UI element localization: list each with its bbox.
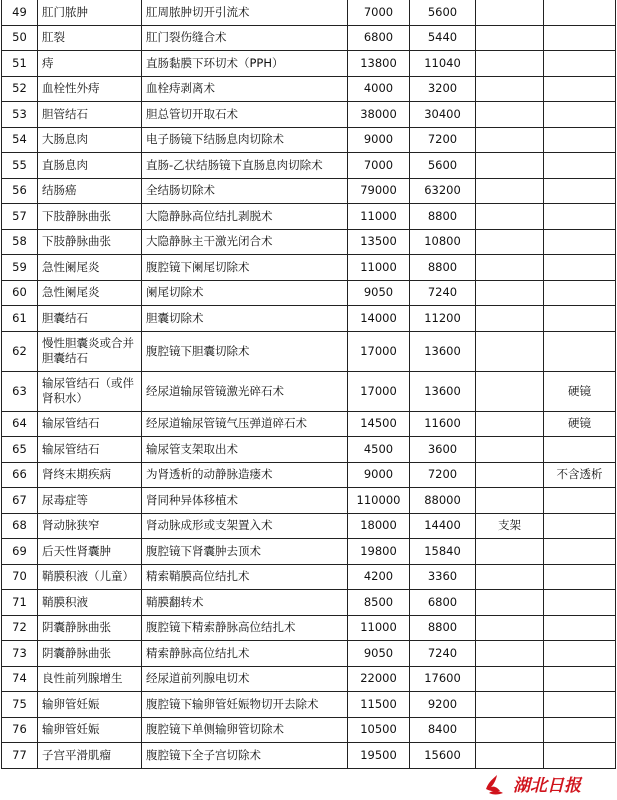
note-column-2 [544, 255, 616, 281]
price-standard: 9050 [348, 280, 410, 306]
price-discount: 5440 [410, 25, 476, 51]
note-column-1 [476, 488, 544, 514]
note-column-1 [476, 564, 544, 590]
price-discount: 9200 [410, 692, 476, 718]
table-row [2, 411, 616, 437]
procedure-name: 腹腔镜下阑尾切除术 [142, 255, 348, 281]
price-standard: 7000 [348, 0, 410, 25]
table-row [2, 462, 616, 488]
note-column-2 [544, 76, 616, 102]
disease-name: 急性阑尾炎 [38, 280, 142, 306]
disease-name: 肛裂 [38, 25, 142, 51]
row-number: 59 [2, 255, 38, 281]
table-row [2, 513, 616, 539]
procedure-name: 腹腔镜下胆囊切除术 [142, 331, 348, 371]
table-row [2, 76, 616, 102]
disease-name: 输卵管妊娠 [38, 717, 142, 743]
row-number: 52 [2, 76, 38, 102]
price-standard: 9000 [348, 462, 410, 488]
note-column-1 [476, 153, 544, 179]
price-discount: 3200 [410, 76, 476, 102]
note-column-1 [476, 717, 544, 743]
disease-name: 输尿管结石 [38, 411, 142, 437]
note-column-1 [476, 255, 544, 281]
price-standard: 8500 [348, 590, 410, 616]
disease-name: 血栓性外痔 [38, 76, 142, 102]
disease-name: 阴囊静脉曲张 [38, 641, 142, 667]
price-discount: 7200 [410, 127, 476, 153]
note-column-2 [544, 564, 616, 590]
note-column-2 [544, 717, 616, 743]
disease-name: 胆囊结石 [38, 306, 142, 332]
note-column-2 [544, 641, 616, 667]
note-column-1 [476, 102, 544, 128]
note-column-2 [544, 229, 616, 255]
row-number: 73 [2, 641, 38, 667]
price-discount: 8800 [410, 255, 476, 281]
row-number: 51 [2, 51, 38, 77]
note-column-1 [476, 641, 544, 667]
price-discount: 11600 [410, 411, 476, 437]
note-column-1 [476, 204, 544, 230]
table-row [2, 229, 616, 255]
row-number: 71 [2, 590, 38, 616]
fee-table [1, 0, 616, 769]
row-number: 72 [2, 615, 38, 641]
table-row [2, 488, 616, 514]
table-row [2, 51, 616, 77]
row-number: 55 [2, 153, 38, 179]
price-discount: 11200 [410, 306, 476, 332]
table-row [2, 564, 616, 590]
note-column-2 [544, 488, 616, 514]
procedure-name: 大隐静脉主干激光闭合术 [142, 229, 348, 255]
procedure-name: 阑尾切除术 [142, 280, 348, 306]
price-standard: 18000 [348, 513, 410, 539]
newspaper-logo-icon [483, 771, 607, 797]
procedure-name: 直肠-乙状结肠镜下直肠息肉切除术 [142, 153, 348, 179]
procedure-name: 肛门裂伤缝合术 [142, 25, 348, 51]
procedure-name: 全结肠切除术 [142, 178, 348, 204]
note-column-2 [544, 437, 616, 463]
disease-name: 良性前列腺增生 [38, 666, 142, 692]
price-discount: 8400 [410, 717, 476, 743]
note-column-1 [476, 178, 544, 204]
disease-name: 后天性肾囊肿 [38, 539, 142, 565]
note-column-2 [544, 306, 616, 332]
disease-name: 阴囊静脉曲张 [38, 615, 142, 641]
note-column-2 [544, 692, 616, 718]
price-discount: 7240 [410, 641, 476, 667]
disease-name: 输卵管妊娠 [38, 692, 142, 718]
price-standard: 13500 [348, 229, 410, 255]
disease-name: 输尿管结石（或伴肾积水） [38, 371, 142, 411]
disease-name: 大肠息肉 [38, 127, 142, 153]
procedure-name: 腹腔镜下输卵管妊娠物切开去除术 [142, 692, 348, 718]
table-row [2, 25, 616, 51]
note-column-2 [544, 743, 616, 769]
note-column-1 [476, 590, 544, 616]
table-row [2, 615, 616, 641]
price-standard: 79000 [348, 178, 410, 204]
disease-name: 鞘膜积液 [38, 590, 142, 616]
price-discount: 63200 [410, 178, 476, 204]
note-column-1 [476, 229, 544, 255]
procedure-name: 精索静脉高位结扎术 [142, 641, 348, 667]
disease-name: 急性阑尾炎 [38, 255, 142, 281]
disease-name: 子宫平滑肌瘤 [38, 743, 142, 769]
note-column-2 [544, 615, 616, 641]
row-number: 56 [2, 178, 38, 204]
note-column-1 [476, 306, 544, 332]
price-discount: 7200 [410, 462, 476, 488]
table-row [2, 717, 616, 743]
note-column-2 [544, 204, 616, 230]
table-row [2, 641, 616, 667]
procedure-name: 肛周脓肿切开引流术 [142, 0, 348, 25]
note-column-2 [544, 513, 616, 539]
table-row [2, 666, 616, 692]
procedure-name: 直肠黏膜下环切术（PPH） [142, 51, 348, 77]
procedure-name: 腹腔镜下肾囊肿去顶术 [142, 539, 348, 565]
price-discount: 13600 [410, 331, 476, 371]
price-standard: 11500 [348, 692, 410, 718]
row-number: 61 [2, 306, 38, 332]
procedure-name: 经尿道输尿管镜气压弹道碎石术 [142, 411, 348, 437]
price-discount: 11040 [410, 51, 476, 77]
note-column-2 [544, 25, 616, 51]
price-standard: 22000 [348, 666, 410, 692]
price-discount: 8800 [410, 204, 476, 230]
row-number: 67 [2, 488, 38, 514]
price-discount: 3600 [410, 437, 476, 463]
hubei-daily-logo [483, 771, 607, 797]
note-column-2 [544, 102, 616, 128]
price-standard: 13800 [348, 51, 410, 77]
disease-name: 痔 [38, 51, 142, 77]
note-column-1 [476, 0, 544, 25]
price-standard: 4200 [348, 564, 410, 590]
note-column-1 [476, 51, 544, 77]
note-column-2 [544, 51, 616, 77]
price-standard: 14500 [348, 411, 410, 437]
table-row [2, 743, 616, 769]
note-column-2: 硬镜 [544, 411, 616, 437]
table-row [2, 306, 616, 332]
row-number: 76 [2, 717, 38, 743]
svg-text:湖北日报: 湖北日报 [513, 776, 581, 796]
price-discount: 3360 [410, 564, 476, 590]
disease-name: 直肠息肉 [38, 153, 142, 179]
price-standard: 6800 [348, 25, 410, 51]
price-discount: 10800 [410, 229, 476, 255]
price-standard: 11000 [348, 615, 410, 641]
price-standard: 14000 [348, 306, 410, 332]
note-column-2 [544, 0, 616, 25]
note-column-1 [476, 666, 544, 692]
price-standard: 17000 [348, 331, 410, 371]
price-standard: 38000 [348, 102, 410, 128]
disease-name: 下肢静脉曲张 [38, 229, 142, 255]
row-number: 49 [2, 0, 38, 25]
note-column-2 [544, 178, 616, 204]
price-discount: 5600 [410, 153, 476, 179]
price-discount: 15840 [410, 539, 476, 565]
price-discount: 8800 [410, 615, 476, 641]
disease-name: 胆管结石 [38, 102, 142, 128]
table-row [2, 539, 616, 565]
note-column-2 [544, 127, 616, 153]
row-number: 62 [2, 331, 38, 371]
row-number: 69 [2, 539, 38, 565]
table-row [2, 331, 616, 371]
price-discount: 30400 [410, 102, 476, 128]
price-standard: 11000 [348, 255, 410, 281]
note-column-1 [476, 25, 544, 51]
fee-table-body [2, 0, 616, 768]
row-number: 77 [2, 743, 38, 769]
table-row [2, 204, 616, 230]
row-number: 53 [2, 102, 38, 128]
disease-name: 肾终末期疾病 [38, 462, 142, 488]
procedure-name: 经尿道前列腺电切术 [142, 666, 348, 692]
row-number: 65 [2, 437, 38, 463]
disease-name: 肛门脓肿 [38, 0, 142, 25]
disease-name: 下肢静脉曲张 [38, 204, 142, 230]
table-row [2, 692, 616, 718]
note-column-1 [476, 743, 544, 769]
row-number: 57 [2, 204, 38, 230]
price-standard: 11000 [348, 204, 410, 230]
disease-name: 输尿管结石 [38, 437, 142, 463]
note-column-1 [476, 371, 544, 411]
disease-name: 慢性胆囊炎或合并胆囊结石 [38, 331, 142, 371]
procedure-name: 鞘膜翻转术 [142, 590, 348, 616]
procedure-name: 胆总管切开取石术 [142, 102, 348, 128]
price-discount: 15600 [410, 743, 476, 769]
note-column-1 [476, 127, 544, 153]
procedure-name: 为肾透析的动静脉造瘘术 [142, 462, 348, 488]
procedure-name: 输尿管支架取出术 [142, 437, 348, 463]
note-column-1 [476, 331, 544, 371]
row-number: 75 [2, 692, 38, 718]
row-number: 66 [2, 462, 38, 488]
note-column-1: 支架 [476, 513, 544, 539]
price-standard: 9050 [348, 641, 410, 667]
procedure-name: 血栓痔剥离术 [142, 76, 348, 102]
price-standard: 110000 [348, 488, 410, 514]
table-row [2, 0, 616, 25]
row-number: 58 [2, 229, 38, 255]
price-standard: 10500 [348, 717, 410, 743]
disease-name: 鞘膜积液（儿童） [38, 564, 142, 590]
price-discount: 7240 [410, 280, 476, 306]
table-row [2, 255, 616, 281]
row-number: 54 [2, 127, 38, 153]
price-standard: 19500 [348, 743, 410, 769]
disease-name: 尿毒症等 [38, 488, 142, 514]
procedure-name: 精索鞘膜高位结扎术 [142, 564, 348, 590]
price-discount: 88000 [410, 488, 476, 514]
price-discount: 17600 [410, 666, 476, 692]
price-standard: 4000 [348, 76, 410, 102]
note-column-2 [544, 666, 616, 692]
note-column-2 [544, 590, 616, 616]
table-row [2, 590, 616, 616]
row-number: 64 [2, 411, 38, 437]
note-column-1 [476, 437, 544, 463]
procedure-name: 肾同种异体移植术 [142, 488, 348, 514]
row-number: 70 [2, 564, 38, 590]
row-number: 60 [2, 280, 38, 306]
table-row [2, 178, 616, 204]
procedure-name: 腹腔镜下全子宫切除术 [142, 743, 348, 769]
disease-name: 肾动脉狭窄 [38, 513, 142, 539]
note-column-2: 不含透析 [544, 462, 616, 488]
note-column-2 [544, 153, 616, 179]
note-column-2 [544, 539, 616, 565]
price-discount: 6800 [410, 590, 476, 616]
disease-name: 结肠癌 [38, 178, 142, 204]
procedure-name: 电子肠镜下结肠息肉切除术 [142, 127, 348, 153]
row-number: 50 [2, 25, 38, 51]
note-column-1 [476, 411, 544, 437]
note-column-1 [476, 462, 544, 488]
table-row [2, 280, 616, 306]
table-row [2, 127, 616, 153]
note-column-1 [476, 615, 544, 641]
note-column-1 [476, 539, 544, 565]
note-column-1 [476, 76, 544, 102]
procedure-name: 经尿道输尿管镜激光碎石术 [142, 371, 348, 411]
table-row [2, 437, 616, 463]
price-discount: 13600 [410, 371, 476, 411]
note-column-1 [476, 280, 544, 306]
note-column-2 [544, 280, 616, 306]
price-standard: 7000 [348, 153, 410, 179]
note-column-2: 硬镜 [544, 371, 616, 411]
price-standard: 4500 [348, 437, 410, 463]
price-standard: 9000 [348, 127, 410, 153]
table-row [2, 153, 616, 179]
price-discount: 14400 [410, 513, 476, 539]
price-standard: 19800 [348, 539, 410, 565]
price-standard: 17000 [348, 371, 410, 411]
procedure-name: 胆囊切除术 [142, 306, 348, 332]
row-number: 63 [2, 371, 38, 411]
row-number: 74 [2, 666, 38, 692]
procedure-name: 腹腔镜下精索静脉高位结扎术 [142, 615, 348, 641]
note-column-2 [544, 331, 616, 371]
procedure-name: 大隐静脉高位结扎剥脱术 [142, 204, 348, 230]
procedure-name: 肾动脉成形或支架置入术 [142, 513, 348, 539]
price-discount: 5600 [410, 0, 476, 25]
table-row [2, 371, 616, 411]
table-row [2, 102, 616, 128]
note-column-1 [476, 692, 544, 718]
row-number: 68 [2, 513, 38, 539]
procedure-name: 腹腔镜下单侧输卵管切除术 [142, 717, 348, 743]
